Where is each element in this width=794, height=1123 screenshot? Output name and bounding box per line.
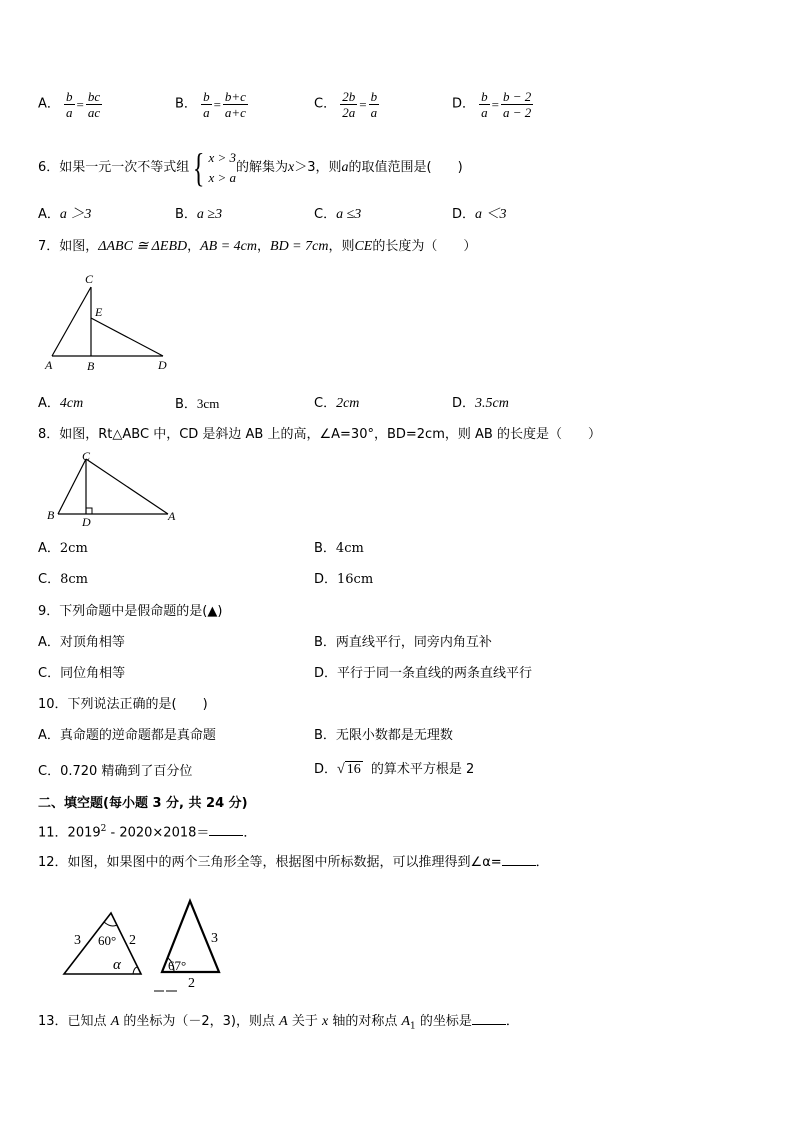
- q7-label-c: C: [85, 272, 94, 286]
- q6-option-c[interactable]: C．a ≤3: [314, 207, 362, 222]
- q5-option-c-label: C．: [314, 96, 337, 112]
- q13-stem: 13．已知点 A 的坐标为（－2，3)，则点 A 关于 x 轴的对称点 $A_1$ 的坐标是 ．: [38, 1014, 519, 1032]
- q5-option-c[interactable]: C． $\frac{2b}{2a}$ = $\frac{b}{a}$: [314, 89, 378, 120]
- q7-label-b: B: [87, 359, 95, 373]
- q5-option-a[interactable]: A． $\frac{b}{a}$ = $\frac{bc}{ac}$: [38, 89, 101, 120]
- q9-option-a[interactable]: A．对顶角相等: [38, 635, 125, 650]
- q5-option-d[interactable]: D． $\frac{b}{a}$ = $\frac{b - 2}{a - 2}$: [452, 89, 532, 120]
- q11-stem: 11．2019$^2$ - 2020×2018＝ ．: [38, 824, 257, 841]
- q12-label-side2: 2: [129, 933, 136, 948]
- q7-option-c[interactable]: C．2cm: [314, 396, 360, 411]
- q13-answer-blank[interactable]: [472, 1012, 506, 1025]
- q5-d-rhs: $\frac{b - 2}{a - 2}$: [503, 89, 532, 120]
- q11-answer-blank[interactable]: [209, 823, 243, 836]
- q8-label-d: D: [82, 515, 91, 528]
- q10-option-d[interactable]: D．√ 16 的算术平方根是 2: [314, 762, 475, 777]
- q9-option-c[interactable]: C．同位角相等: [38, 666, 126, 681]
- q12-label-r-side3: 3: [211, 931, 218, 946]
- q6-option-b[interactable]: B．a ≥3: [175, 207, 223, 222]
- q8-label-b: B: [47, 508, 55, 522]
- q8-stem: 8．如图，Rt△ABC 中，CD 是斜边 AB 上的高，∠A=30°，BD=2cm，则 AB 的长度是（ ）: [38, 427, 601, 442]
- q12-stem: 12．如图，如果图中的两个三角形全等，根据图中所标数据，可以推理得到∠α= ．: [38, 855, 549, 870]
- q8-right-angle-mark: [86, 508, 92, 514]
- q7-option-b[interactable]: B．3cm: [175, 396, 220, 412]
- q8-label-a: A: [168, 509, 176, 523]
- q6-brace: {: [193, 144, 205, 190]
- section2-title: 二、填空题(每小题 3 分, 共 24 分): [38, 796, 248, 811]
- q6-option-a[interactable]: A．a ＞3: [38, 207, 92, 222]
- q10-option-b[interactable]: B．无限小数都是无理数: [314, 728, 453, 743]
- q7-line-ed: [91, 318, 163, 356]
- q5-option-d-label: D．: [452, 96, 476, 112]
- q8-option-a[interactable]: A．2cm: [38, 541, 88, 556]
- q8-line-bc: [58, 459, 86, 514]
- q7-option-d[interactable]: D．3.5cm: [452, 396, 509, 411]
- q7-option-a[interactable]: A．4cm: [38, 396, 84, 411]
- q12-label-60: 60°: [98, 933, 117, 948]
- q5-option-a-label: A．: [38, 96, 60, 112]
- q5-b-rhs: $\frac{b+c}{a+c}$: [224, 89, 246, 120]
- q12-figure: [60, 895, 250, 995]
- q10-option-a[interactable]: A．真命题的逆命题都是真命题: [38, 728, 216, 743]
- q12-label-67: 67°: [168, 958, 187, 973]
- q7-label-d: D: [158, 358, 167, 372]
- q9-option-d[interactable]: D．平行于同一条直线的两条直线平行: [314, 666, 533, 681]
- q7-figure: [40, 272, 180, 376]
- q9-option-b[interactable]: B．两直线平行，同旁内角互补: [314, 635, 492, 650]
- q5-a-lhs: $\frac{b}{a}$: [66, 89, 73, 120]
- q7-label-e: E: [95, 305, 103, 319]
- q10-option-c[interactable]: C．0.720 精确到了百分位: [38, 764, 193, 779]
- q8-label-c: C: [82, 450, 91, 463]
- q5-a-rhs: $\frac{bc}{ac}$: [87, 89, 101, 120]
- q5-c-rhs: $\frac{b}{a}$: [370, 89, 378, 120]
- q8-line-ca: [86, 459, 168, 514]
- q12-label-r-side2: 2: [188, 976, 195, 991]
- q8-figure: [44, 450, 184, 528]
- q10-sqrt: √ 16: [337, 762, 361, 777]
- q5-b-lhs: $\frac{b}{a}$: [203, 89, 210, 120]
- q5-d-lhs: $\frac{b}{a}$: [481, 89, 488, 120]
- q6-option-d[interactable]: D．a ＜3: [452, 207, 507, 222]
- q12-label-side3: 3: [74, 933, 81, 948]
- q8-option-b[interactable]: B．4cm: [314, 541, 364, 556]
- q12-answer-blank[interactable]: [502, 853, 536, 866]
- q10-stem: 10．下列说法正确的是( ): [38, 697, 208, 712]
- q5-c-lhs: $\frac{2b}{2a}$: [342, 89, 356, 120]
- q8-option-c[interactable]: C．8cm: [38, 572, 88, 587]
- q6-stem: 6．如果一元一次不等式组{ x > 3 x > a 的解集为x＞3，则a的取值范围是( ): [38, 144, 463, 190]
- q12-label-alpha: α: [113, 957, 121, 973]
- q6-system: x > 3 x > a: [208, 149, 237, 185]
- q5-option-b-label: B．: [175, 96, 197, 112]
- q7-line-ac: [52, 287, 91, 356]
- q7-stem: 7．如图，ΔABC ≅ ΔEBD，AB = 4cm，BD = 7cm，则CE的长度为（ ）: [38, 239, 477, 254]
- q7-label-a: A: [45, 358, 53, 372]
- q5-option-b[interactable]: B． $\frac{b}{a}$ = $\frac{b+c}{a+c}$: [175, 89, 246, 120]
- q9-stem: 9．下列命题中是假命题的是(▲): [38, 604, 223, 619]
- q8-option-d[interactable]: D．16cm: [314, 572, 374, 587]
